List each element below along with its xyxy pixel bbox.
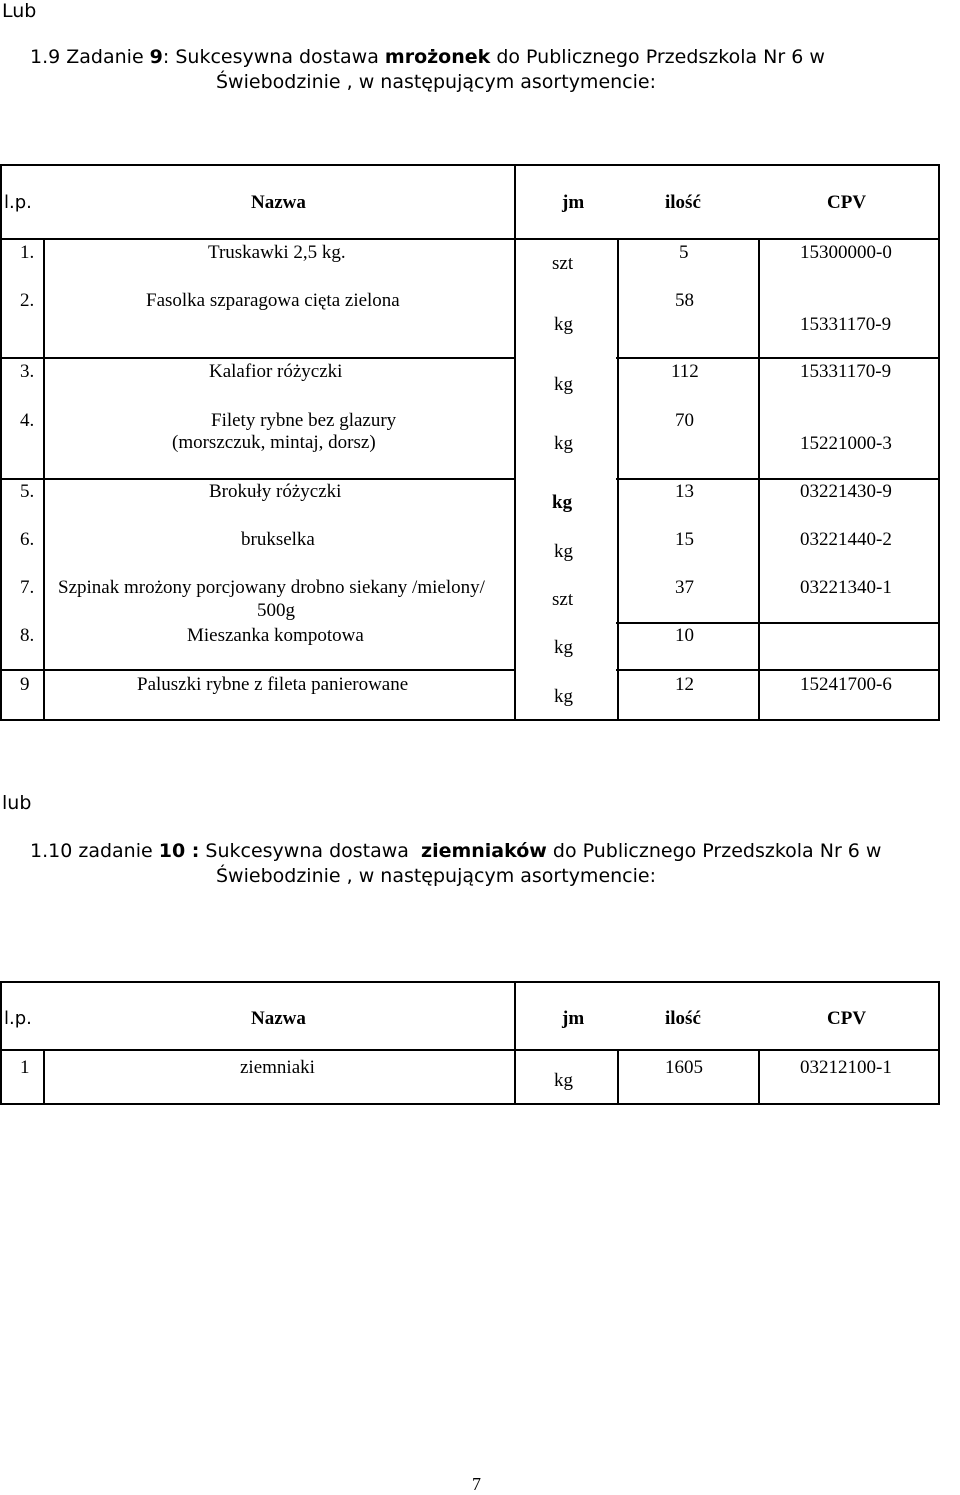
row9-ilosc: 12 [675, 674, 694, 695]
t2-col-header-lp: l.p. [4, 1008, 32, 1029]
row5-ilosc: 13 [675, 481, 694, 502]
row2-cpv: 15331170-9 [800, 314, 892, 335]
page-number: 7 [472, 1474, 481, 1494]
row8-ilosc: 10 [675, 625, 694, 646]
t2-row1-nazwa: ziemniaki [240, 1057, 315, 1078]
lub-label-2: lub [2, 792, 32, 814]
t2-col-header-nazwa: Nazwa [251, 1008, 306, 1029]
row9-lp: 9 [20, 674, 30, 695]
row4-jm: kg [554, 433, 573, 454]
heading-suffix: do Publicznego Przedszkola Nr 6 w [546, 840, 882, 862]
row4-cpv: 15221000-3 [800, 433, 892, 454]
row4-ilosc: 70 [675, 410, 694, 431]
t2-row1-lp: 1 [20, 1057, 30, 1078]
row2-jm: kg [554, 314, 573, 335]
row7-cpv: 03221340-1 [800, 577, 892, 598]
row3-nazwa: Kalafior różyczki [209, 361, 343, 382]
heading-product: mrożonek [384, 46, 491, 68]
row8-nazwa: Mieszanka kompotowa [187, 625, 364, 646]
row9-cpv: 15241700-6 [800, 674, 892, 695]
table-potatoes [0, 981, 940, 1105]
heading-prefix: 1.10 zadanie [30, 840, 159, 862]
col-header-jm: jm [562, 192, 585, 213]
row9-nazwa: Paluszki rybne z fileta panierowane [137, 674, 409, 695]
row4-nazwa-line2: (morszczuk, mintaj, dorsz) [172, 432, 376, 453]
row4-nazwa: Filety rybne bez glazury [211, 410, 397, 431]
row3-ilosc: 112 [671, 361, 699, 382]
row2-lp: 2. [20, 290, 35, 311]
row5-lp: 5. [20, 481, 35, 502]
row1-cpv: 15300000-0 [800, 242, 892, 263]
heading-task-number: 9 [149, 46, 163, 68]
heading-product: ziemniaków [421, 840, 547, 862]
lub-label-1: Lub [2, 0, 37, 22]
table-frozen-goods [0, 164, 940, 721]
row5-nazwa: Brokuły różyczki [209, 481, 342, 502]
row9-jm: kg [554, 686, 573, 707]
row5-jm: kg [552, 492, 573, 513]
row6-nazwa: brukselka [241, 529, 315, 550]
row1-lp: 1. [20, 242, 35, 263]
t2-col-header-ilosc: ilość [665, 1008, 701, 1029]
row6-cpv: 03221440-2 [800, 529, 892, 550]
row7-nazwa: Szpinak mrożony porcjowany drobno siekany /mielony/ [58, 577, 485, 598]
heading-suffix: do Publicznego Przedszkola Nr 6 w [490, 46, 825, 68]
row7-jm: szt [552, 589, 574, 610]
section1-heading-line2: Świebodzinie , w następującym asortymencie: [216, 71, 656, 93]
col-header-cpv: CPV [827, 192, 867, 213]
row8-lp: 8. [20, 625, 35, 646]
row5-cpv: 03221430-9 [800, 481, 892, 502]
row7-nazwa-line2: 500g [257, 600, 295, 621]
row7-lp: 7. [20, 577, 35, 598]
row6-lp: 6. [20, 529, 35, 550]
heading-prefix: 1.9 Zadanie [30, 46, 150, 68]
row3-cpv: 15331170-9 [800, 361, 892, 382]
col-header-lp: l.p. [4, 192, 32, 213]
heading-task-number: 10 : [158, 840, 200, 862]
t2-col-header-cpv: CPV [827, 1008, 867, 1029]
t2-row1-jm: kg [554, 1070, 573, 1091]
row1-nazwa: Truskawki 2,5 kg. [208, 242, 346, 263]
t2-row1-ilosc: 1605 [665, 1057, 703, 1078]
section1-heading [30, 46, 825, 68]
t2-col-header-jm: jm [562, 1008, 585, 1029]
row1-ilosc: 5 [679, 242, 689, 263]
row6-jm: kg [554, 541, 573, 562]
col-header-nazwa: Nazwa [251, 192, 306, 213]
row2-nazwa: Fasolka szparagowa cięta zielona [146, 290, 400, 311]
row3-jm: kg [554, 374, 573, 395]
row2-ilosc: 58 [675, 290, 694, 311]
row4-lp: 4. [20, 410, 35, 431]
row8-jm: kg [554, 637, 573, 658]
heading-middle: : Sukcesywna dostawa [162, 46, 385, 68]
row6-ilosc: 15 [675, 529, 694, 550]
section2-heading-line2: Świebodzinie , w następującym asortymencie: [216, 865, 656, 887]
heading-middle: Sukcesywna dostawa [199, 840, 422, 862]
col-header-ilosc: ilość [665, 192, 701, 213]
section2-heading [30, 840, 881, 862]
row3-lp: 3. [20, 361, 35, 382]
row1-jm: szt [552, 253, 574, 274]
t2-row1-cpv: 03212100-1 [800, 1057, 892, 1078]
row7-ilosc: 37 [675, 577, 694, 598]
